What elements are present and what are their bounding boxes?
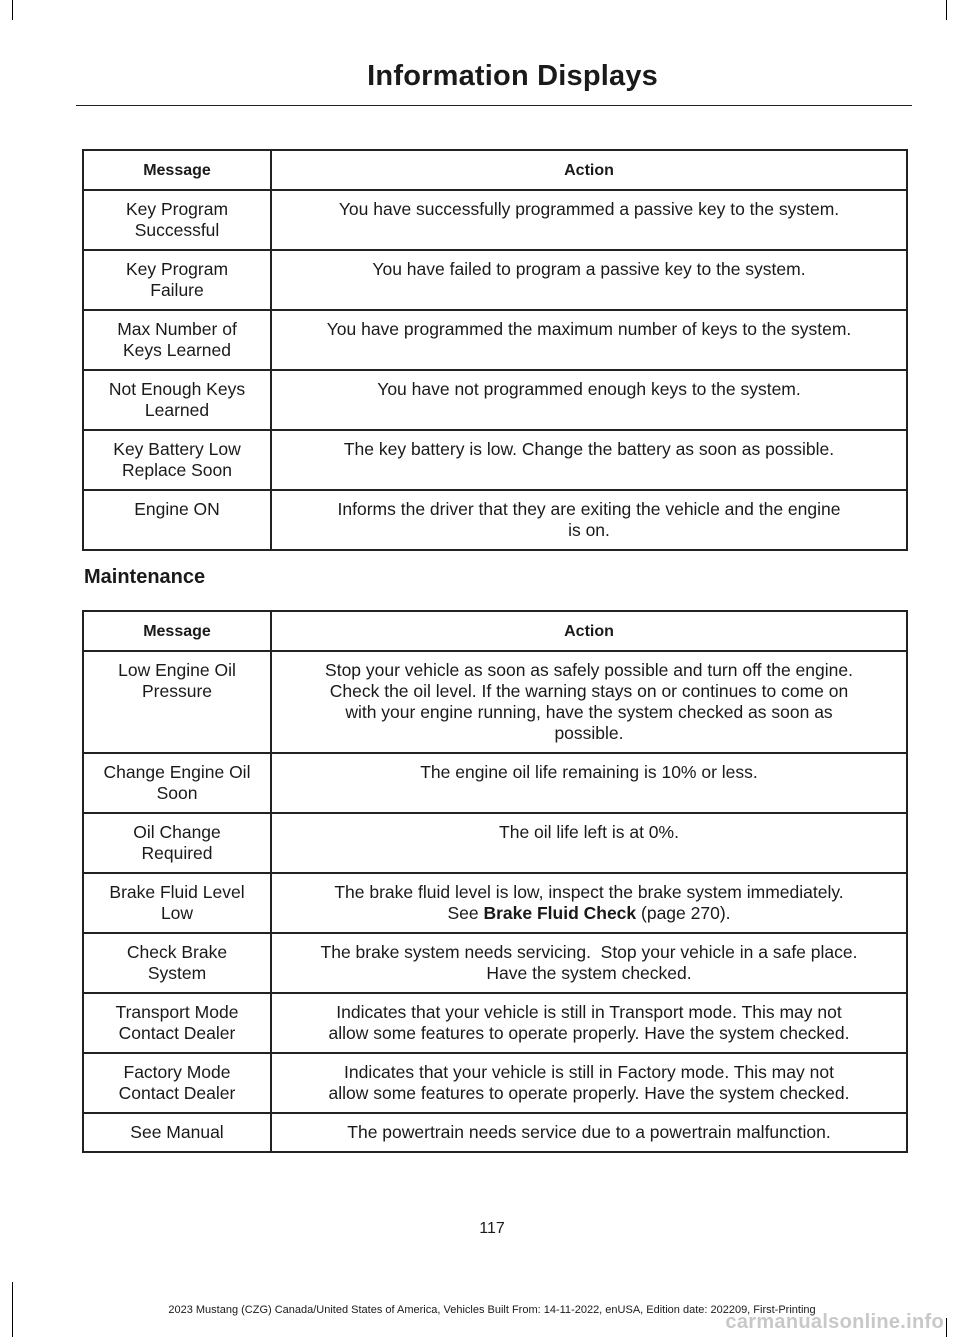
crop-mark-top-left	[12, 0, 13, 20]
action-line: The oil life left is at 0%.	[499, 822, 679, 842]
message-cell	[83, 1113, 271, 1152]
column-header-action: Action	[271, 611, 907, 651]
message-line: Contact Dealer	[118, 1083, 236, 1103]
table-row	[83, 370, 907, 430]
message-line: Soon	[156, 783, 198, 803]
action-line: Check the oil level. If the warning stays on or continues to come on	[329, 681, 849, 701]
table-row	[83, 250, 907, 310]
table-row	[83, 310, 907, 370]
message-cell	[83, 490, 271, 550]
action-line: You have not programmed enough keys to the system.	[377, 379, 801, 399]
action-cell	[271, 753, 907, 813]
message-line: Factory Mode	[123, 1062, 231, 1082]
message-line: Brake Fluid Level	[109, 882, 245, 902]
action-cell	[271, 430, 907, 490]
message-line: Learned	[144, 400, 210, 420]
message-line: Key Battery Low	[113, 439, 241, 459]
message-line: Low Engine Oil	[118, 660, 236, 680]
table-row	[83, 1113, 907, 1152]
action-line: The brake fluid level is low, inspect the brake system immediately.	[334, 882, 844, 902]
page-title: Information Displays	[367, 60, 658, 92]
cross-reference	[278, 903, 900, 924]
message-line: Required	[141, 843, 213, 863]
maintenance-messages-table	[82, 610, 908, 1153]
action-line: Indicates that your vehicle is still in Factory mode. This may not	[344, 1062, 834, 1082]
reference-page: (page 270).	[636, 903, 731, 923]
footer-edition-text: 2023 Mustang (CZG) Canada/United States of America, Vehicles Built From: 14-11-2022, enUSA, Edition date: 202209, First-Printing	[168, 1304, 816, 1316]
message-cell	[83, 310, 271, 370]
action-line: You have failed to program a passive key to the system.	[372, 259, 806, 279]
action-cell	[271, 873, 907, 933]
crop-mark-bottom-right	[946, 1318, 947, 1337]
message-cell	[83, 993, 271, 1053]
message-cell	[83, 753, 271, 813]
message-line: Keys Learned	[123, 340, 231, 360]
message-line: See Manual	[130, 1122, 224, 1142]
action-line: Stop your vehicle as soon as safely possible and turn off the engine.	[325, 660, 853, 680]
message-line: Oil Change	[133, 822, 221, 842]
action-line: possible.	[554, 723, 624, 743]
action-cell	[271, 933, 907, 993]
brake-fluid-check-link[interactable]: Brake Fluid Check	[483, 903, 637, 923]
action-line: Informs the driver that they are exiting the vehicle and the engine	[337, 499, 841, 519]
message-line: Check Brake	[126, 942, 228, 962]
action-line: Have the system checked.	[486, 963, 692, 983]
message-line: Not Enough Keys	[108, 379, 246, 399]
message-cell	[83, 370, 271, 430]
crop-mark-top-right	[946, 0, 947, 20]
column-header-action: Action	[271, 150, 907, 190]
action-line: allow some features to operate properly. Have the system checked.	[328, 1083, 850, 1103]
action-line: The powertrain needs service due to a powertrain malfunction.	[347, 1122, 831, 1142]
action-cell	[271, 310, 907, 370]
action-line: You have successfully programmed a passive key to the system.	[338, 199, 840, 219]
action-line: with your engine running, have the system checked as soon as	[345, 702, 833, 722]
column-header-message: Message	[83, 611, 271, 651]
key-messages-table	[82, 149, 908, 551]
message-cell	[83, 933, 271, 993]
action-line: is on.	[568, 520, 610, 540]
table-row	[83, 190, 907, 250]
action-line: The brake system needs servicing. Stop your vehicle in a safe place.	[320, 942, 858, 962]
action-cell	[271, 993, 907, 1053]
action-line: You have programmed the maximum number of keys to the system.	[326, 319, 852, 339]
table-header-row	[83, 150, 907, 190]
table-row	[83, 490, 907, 550]
message-cell	[83, 190, 271, 250]
message-line: Pressure	[141, 681, 213, 701]
message-cell	[83, 250, 271, 310]
action-line: Indicates that your vehicle is still in Transport mode. This may not	[336, 1002, 842, 1022]
header-divider	[76, 105, 912, 106]
table-row	[83, 813, 907, 873]
message-line: Engine ON	[134, 499, 220, 519]
action-cell	[271, 250, 907, 310]
message-line: Contact Dealer	[118, 1023, 236, 1043]
action-cell	[271, 813, 907, 873]
table-header-row	[83, 611, 907, 651]
table-row	[83, 873, 907, 933]
watermark: carmanualsonline.info	[725, 1311, 944, 1333]
action-cell	[271, 190, 907, 250]
table-row	[83, 993, 907, 1053]
message-line: Failure	[150, 280, 204, 300]
action-cell	[271, 651, 907, 753]
column-header-message: Message	[83, 150, 271, 190]
action-cell	[271, 1053, 907, 1113]
message-cell	[83, 813, 271, 873]
section-title-maintenance: Maintenance	[84, 566, 206, 588]
message-line: System	[147, 963, 207, 983]
table-row	[83, 651, 907, 753]
message-cell	[83, 430, 271, 490]
table-row	[83, 933, 907, 993]
action-line: The key battery is low. Change the battery as soon as possible.	[343, 439, 835, 459]
message-line: Key Program	[125, 199, 229, 219]
message-line: Replace Soon	[122, 460, 232, 480]
message-cell	[83, 873, 271, 933]
action-line: allow some features to operate properly. Have the system checked.	[328, 1023, 850, 1043]
message-line: Key Program	[125, 259, 229, 279]
action-cell	[271, 370, 907, 430]
page-number: 117	[479, 1220, 505, 1237]
message-line: Low	[160, 903, 194, 923]
action-cell	[271, 490, 907, 550]
reference-prefix: See	[447, 903, 484, 923]
message-line: Change Engine Oil	[103, 762, 251, 782]
message-line: Successful	[134, 220, 220, 240]
table-row	[83, 753, 907, 813]
message-line: Max Number of	[117, 319, 237, 339]
action-cell	[271, 1113, 907, 1152]
message-line: Transport Mode	[115, 1002, 239, 1022]
action-line: The engine oil life remaining is 10% or less.	[420, 762, 758, 782]
message-cell	[83, 1053, 271, 1113]
table-row	[83, 430, 907, 490]
message-cell	[83, 651, 271, 753]
table-row	[83, 1053, 907, 1113]
